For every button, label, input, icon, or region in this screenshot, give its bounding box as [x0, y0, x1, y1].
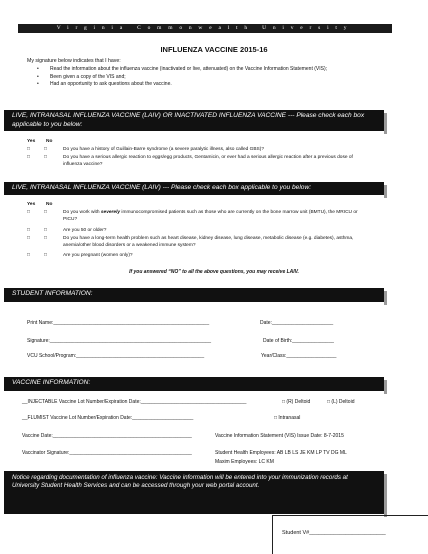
student-health-employees: Student Health Employees: AB LB LS JE KM LP TV DG ML	[215, 450, 347, 456]
print-name-field[interactable]: Print Name:________________________________________________________	[27, 320, 210, 326]
year-class-field[interactable]: Year/Class:__________________	[261, 353, 337, 359]
yes-checkbox[interactable]: □	[27, 228, 30, 233]
injectable-lot-field[interactable]: __INJECTABLE Vaccine Lot Number/Expiration Date:______________________________________	[22, 399, 247, 405]
yes-column-header: Yes	[27, 139, 36, 144]
intro-text: My signature below indicates that I have:	[27, 58, 121, 64]
no-checkbox[interactable]: □	[44, 253, 47, 258]
question-text: Do you have a history of Guillain-Barre syndrome (a severe paralytic illness, also called GBS)?	[63, 147, 265, 152]
yes-column-header: Yes	[27, 202, 36, 207]
no-checkbox[interactable]: □	[44, 236, 47, 241]
no-checkbox[interactable]: □	[44, 210, 47, 215]
section-header-vaccine: VACCINE INFORMATION:	[4, 377, 384, 391]
acknowledgement-item: • Read the information about the influenza vaccine (inactivated or live, attenuated) on the Vaccine Information Statement (VIS);	[37, 66, 397, 74]
vaccinator-signature-field[interactable]: Vaccinator Signature:____________________________________________	[22, 450, 192, 456]
section-header-student: STUDENT INFORMATION:	[4, 288, 384, 302]
question-text: Do you work with severely immunocompromised patients such as those who are currently on the bone marrow unit (BMTU), the MRICU or PICU?	[63, 210, 358, 222]
no-checkbox[interactable]: □	[44, 147, 47, 152]
acknowledgement-item: • Been given a copy of the VIS and;	[37, 74, 397, 82]
student-number-field[interactable]: Student V#_________________________	[282, 530, 386, 536]
emphasis-severely: severely	[100, 210, 121, 215]
date-field[interactable]: Date:______________________	[260, 320, 334, 326]
vis-issue-date: Vaccine Information Statement (VIS) Issue Date: 8-7-2015	[215, 433, 344, 439]
section-header-laiv: LIVE, INTRANASAL INFLUENZA VACCINE (LAIV) --- Please check each box applicable to you below:	[4, 182, 384, 195]
no-checkbox[interactable]: □	[44, 228, 47, 233]
intranasal-checkbox[interactable]: □ Intranasal	[274, 415, 301, 421]
flumist-lot-field[interactable]: __FLUMIST Vaccine Lot Number/Expiration Date:______________________	[22, 415, 194, 421]
acknowledgement-item: • Had an opportunity to ask questions about the vaccine.	[37, 81, 397, 89]
yes-checkbox[interactable]: □	[27, 155, 30, 160]
question-text: Are you pregnant (women only)?	[63, 253, 133, 258]
right-deltoid-checkbox[interactable]: □ (R) Deltoid	[282, 399, 311, 405]
yes-checkbox[interactable]: □	[27, 253, 30, 258]
question-text: Do you have a long-term health problem such as heart disease, kidney disease, lung disease, metabolic disease (e.g. diabetes), asthma, anemia/other blood disorders or a weakened immune system?	[63, 236, 354, 248]
question-text: Do you have a serious allergic reaction to eggs/egg products, Gentamicin, or ever had a serious allergic reaction after a previous dose of influenza vaccine?	[63, 155, 353, 167]
yes-checkbox[interactable]: □	[27, 210, 30, 215]
date-of-birth-field[interactable]: Date of Birth:_______________	[263, 338, 334, 344]
vaccine-date-field[interactable]: Vaccine Date:__________________________________________________	[22, 433, 192, 439]
no-column-header: No	[46, 139, 53, 144]
school-program-field[interactable]: VCU School/Program:______________________________________________	[27, 353, 205, 359]
laiv-eligibility-note: If you answered “NO” to all the above questions, you may receive LAIV.	[129, 269, 299, 275]
signature-field[interactable]: Signature:__________________________________________________________	[27, 338, 212, 344]
university-banner: Virginia Commonwealth University	[18, 24, 392, 33]
left-deltoid-checkbox[interactable]: □ (L) Deltoid	[327, 399, 355, 405]
form-title: INFLUENZA VACCINE 2015-16	[160, 45, 268, 54]
yes-checkbox[interactable]: □	[27, 236, 30, 241]
no-checkbox[interactable]: □	[44, 155, 47, 160]
question-text: Are you 50 or older?	[63, 228, 107, 233]
maxim-employees: Maxim Employees: LC KM	[215, 459, 274, 465]
section-header-laiv-or-inactivated: LIVE, INTRANASAL INFLUENZA VACCINE (LAIV) OR INACTIVATED INFLUENZA VACCINE --- Please check each box applicable to you below:	[4, 110, 384, 131]
yes-checkbox[interactable]: □	[27, 147, 30, 152]
documentation-notice: Notice regarding documentation of influenza vaccine: Vaccine information will be entered into your immunization records at University Student Health Services and can be accessed through your web portal account.	[4, 471, 384, 514]
no-column-header: No	[46, 202, 53, 207]
acknowledgement-list	[37, 66, 397, 89]
